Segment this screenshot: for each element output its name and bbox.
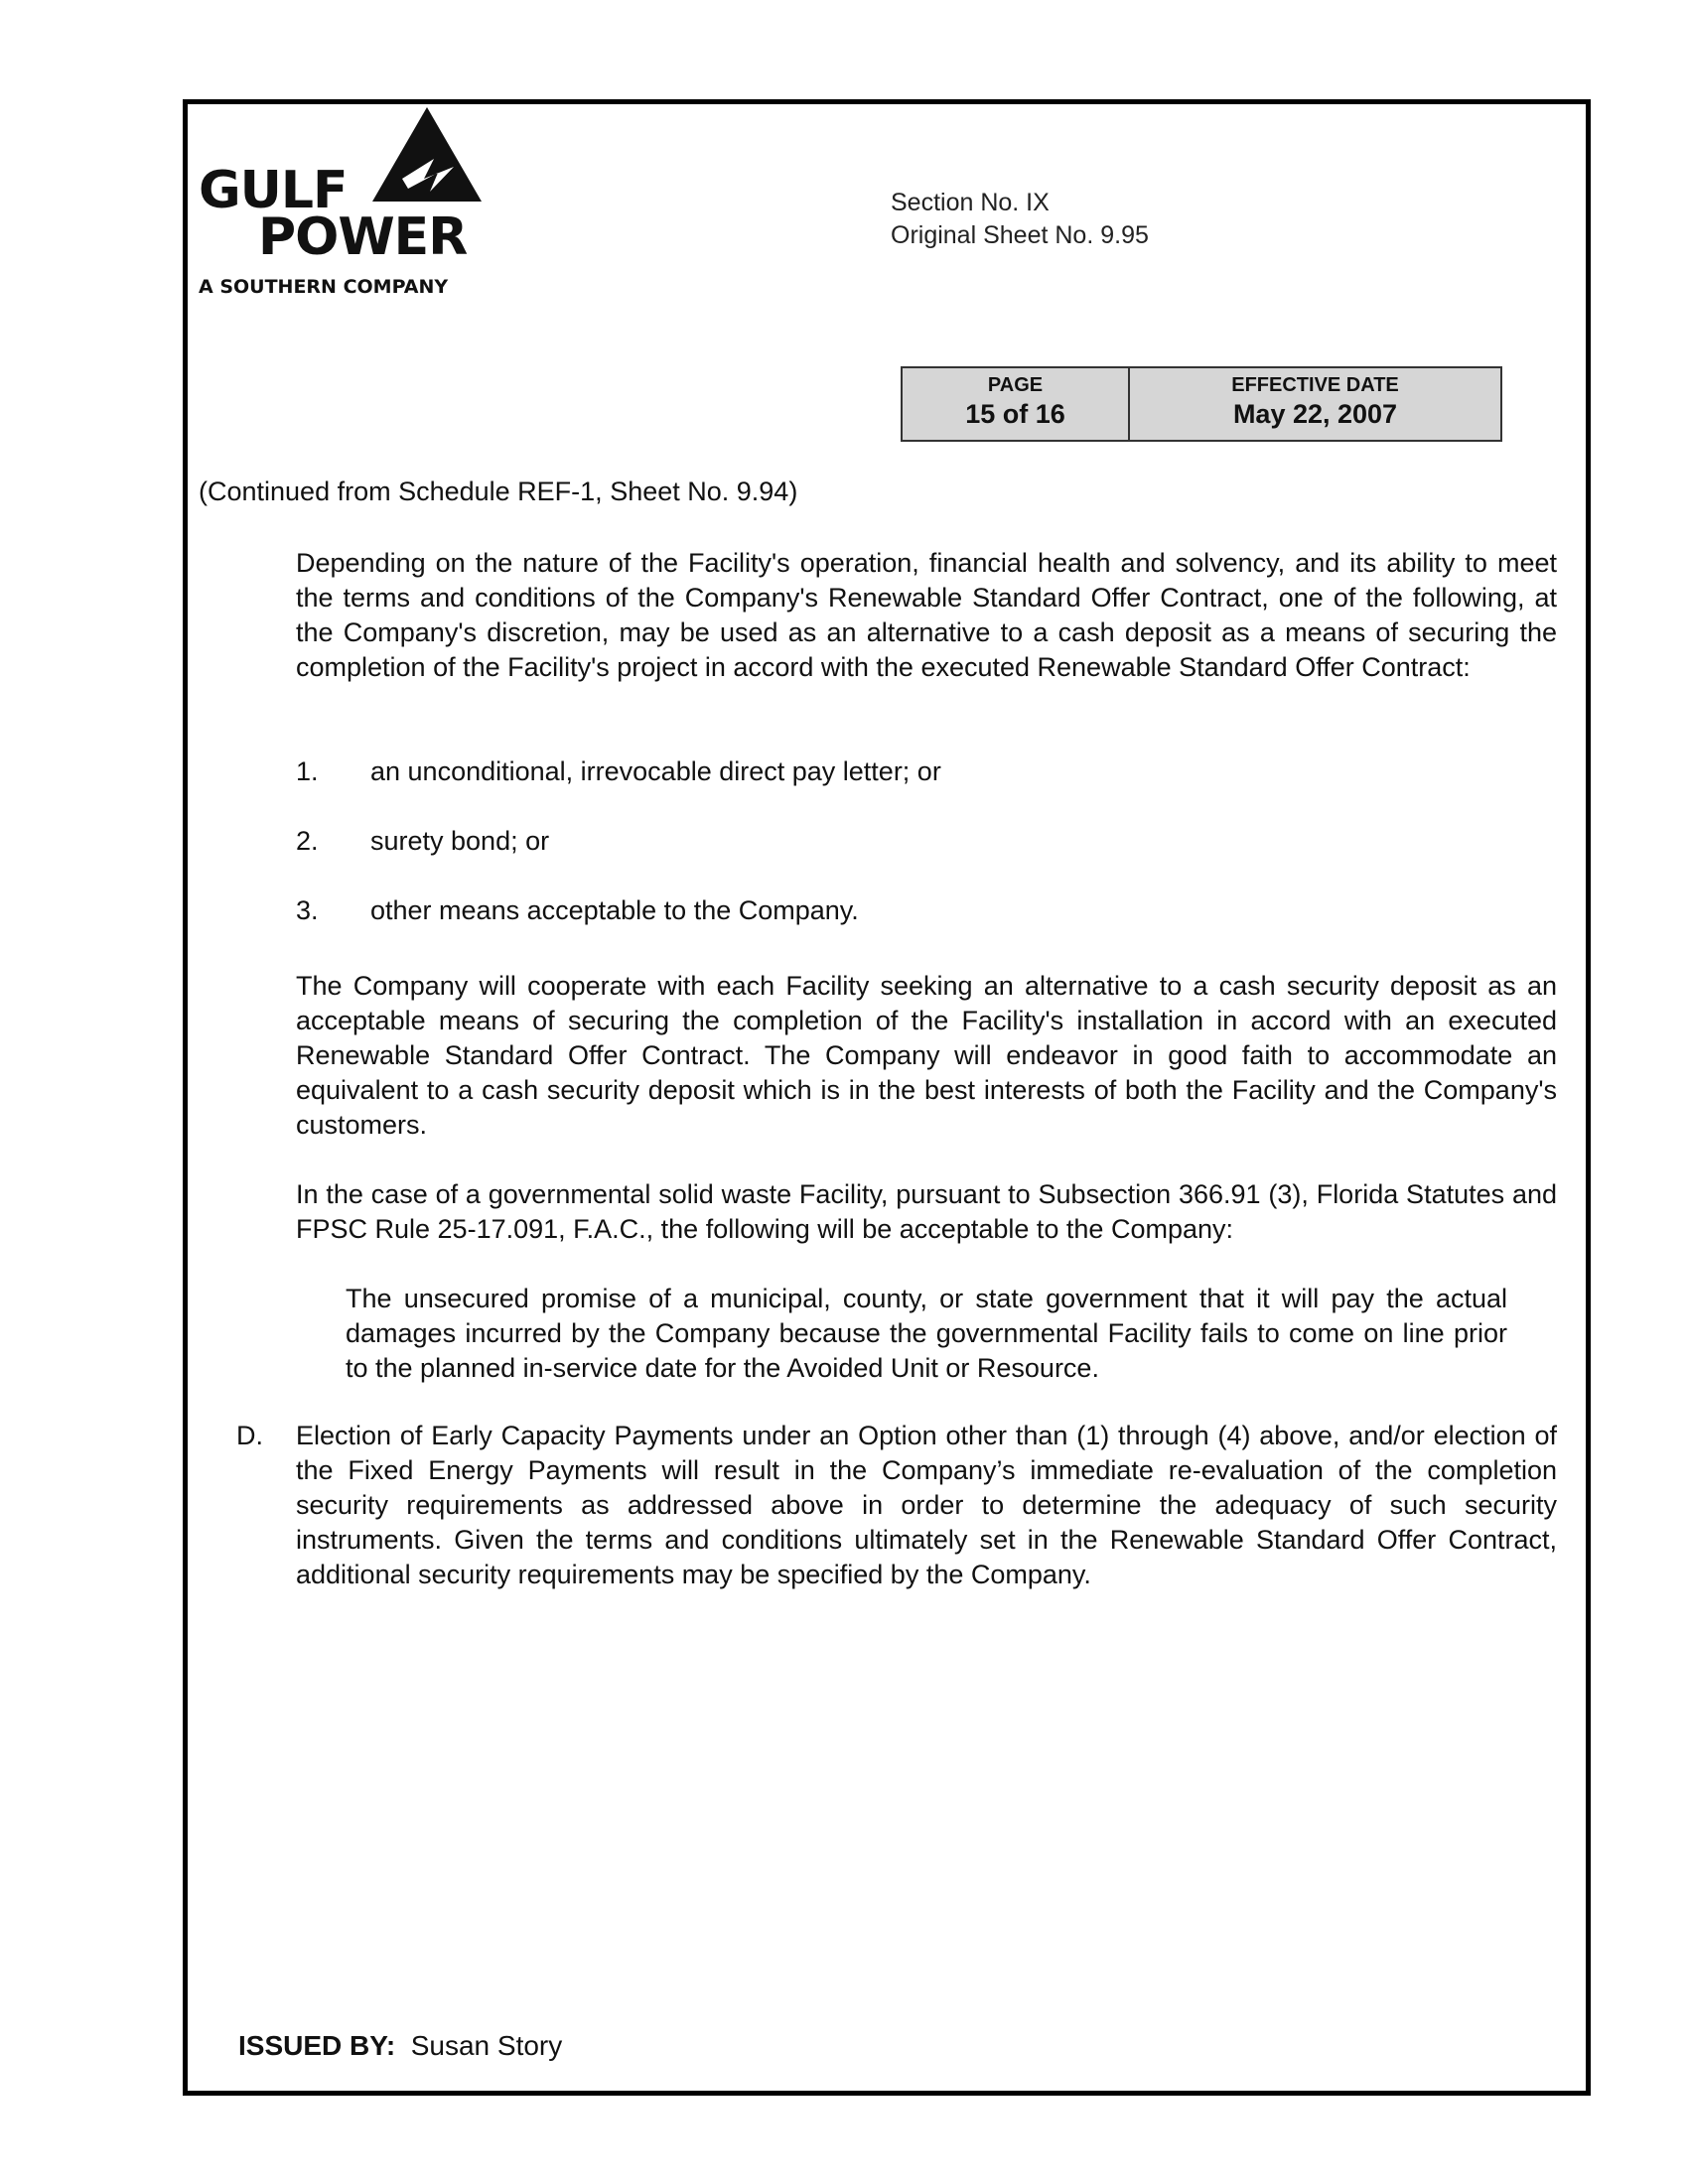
continued-note: (Continued from Schedule REF-1, Sheet No. 9.94) xyxy=(199,477,798,506)
page-info-box xyxy=(901,366,1502,442)
page-cell xyxy=(903,368,1130,440)
paragraph-alternatives: Depending on the nature of the Facility's operation, financial health and solvency, and its ability to meet the terms and conditions of the Company's Renewable Standard Offer Contract, one of the following, at the Company's discretion, may be used as an alternative to a cash deposit as a means of securing the completion of the Facility's project in accord with the executed Renewable Standard Offer Contract: xyxy=(296,548,1557,682)
list-item-number: 3. xyxy=(296,895,319,925)
effective-date-label: EFFECTIVE DATE xyxy=(1231,374,1399,396)
paragraph-governmental: In the case of a governmental solid waste Facility, pursuant to Subsection 366.91 (3), Florida Statutes and FPSC Rule 25-17.091, F.A.C., the following will be acceptable to the Company: xyxy=(296,1179,1557,1244)
section-d-letter: D. xyxy=(236,1421,263,1450)
list-item xyxy=(296,754,941,789)
page-label: PAGE xyxy=(987,374,1044,396)
list-item-text: other means acceptable to the Company. xyxy=(370,895,859,925)
list-item-number: 2. xyxy=(296,826,319,856)
issued-by-label: ISSUED BY: xyxy=(238,2030,396,2061)
effective-date-value: May 22, 2007 xyxy=(1232,399,1398,429)
section-header xyxy=(891,187,1149,252)
logo-line-gulf: GULF xyxy=(199,161,348,220)
sheet-number: Original Sheet No. 9.95 xyxy=(891,221,1149,249)
effective-date-cell xyxy=(1130,368,1500,440)
list-item xyxy=(296,893,859,928)
paragraph-section-d: Election of Early Capacity Payments under an Option other than (1) through (4) above, and/or election of the Fixed Energy Payments will result in the Company’s immediate re-evaluation of the completion security requirements as addressed above in order to determine the adequacy of such security instruments. Given the terms and conditions ultimately set in the Renewable Standard Offer Contract, additional security requirements may be specified by the Company. xyxy=(296,1421,1557,1589)
list-item-text: surety bond; or xyxy=(370,826,550,856)
issued-by xyxy=(238,2028,562,2063)
company-logo xyxy=(199,107,526,306)
list-item-number: 1. xyxy=(296,756,319,786)
section-number: Section No. IX xyxy=(891,189,1050,216)
paragraph-unsecured-promise: The unsecured promise of a municipal, county, or state government that it will pay the actual damages incurred by the Company because the governmental Facility fails to come on line prior to the planned in-service date for the Avoided Unit or Resource. xyxy=(346,1284,1507,1383)
issued-by-name: Susan Story xyxy=(410,2030,563,2061)
paragraph-cooperation: The Company will cooperate with each Facility seeking an alternative to a cash security deposit as an acceptable means of securing the completion of the Facility's installation in accord with an executed Renewable Standard Offer Contract. The Company will endeavor in good faith to accommodate an equivalent to a cash security deposit which is in the best interests of both the Facility and the Company's customers. xyxy=(296,971,1557,1140)
triangle-logo-icon xyxy=(372,107,482,206)
list-item xyxy=(296,824,549,859)
list-item-text: an unconditional, irrevocable direct pay letter; or xyxy=(370,756,941,786)
logo-tagline: A SOUTHERN COMPANY xyxy=(199,276,449,298)
logo-line-power: POWER xyxy=(258,207,468,267)
page-value: 15 of 16 xyxy=(965,399,1065,429)
